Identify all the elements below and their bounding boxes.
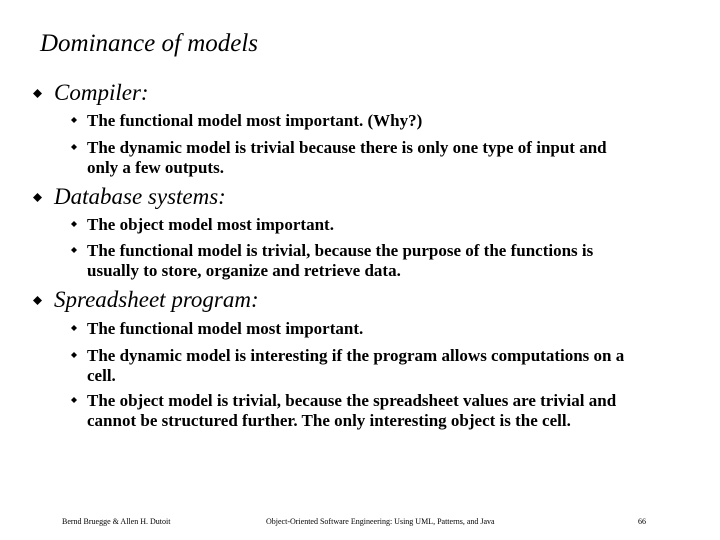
bullet-text: The object model is trivial, because the spreadsheet values are trivial and cannot be structured further. The only interesting object is the cell. [87,391,617,430]
diamond-bullet-icon [71,221,77,227]
bullet-item [71,241,631,280]
diamond-bullet-icon [33,193,42,202]
bullet-text: The functional model most important. [87,319,364,338]
diamond-bullet-icon [33,296,42,305]
bullet-text: The object model most important. [87,215,334,234]
bullet-item [71,319,631,339]
bullet-item [71,346,631,385]
bullet-item [71,215,631,235]
bullet-item [71,391,631,430]
section-heading: Database systems: [54,184,226,209]
bullet-text: The dynamic model is interesting if the program allows computations on a cell. [87,346,625,385]
bullet-text: The functional model is trivial, because the purpose of the functions is usually to store, organize and retrieve data. [87,241,594,280]
bullet-item [71,111,631,131]
diamond-bullet-icon [71,397,77,403]
bullet-text: The dynamic model is trivial because there is only one type of input and only a few outputs. [87,138,607,177]
footer-authors: Bernd Bruegge & Allen H. Dutoit [62,517,171,526]
section-heading: Spreadsheet program: [54,287,259,312]
diamond-bullet-icon [71,325,77,331]
bullet-item [71,138,631,177]
slide-title: Dominance of models [40,30,259,57]
diamond-bullet-icon [33,89,42,98]
footer-page-number: 66 [638,517,646,526]
diamond-bullet-icon [71,247,77,253]
section-heading: Compiler: [54,80,149,105]
diamond-bullet-icon [71,352,77,358]
footer-book-title: Object-Oriented Software Engineering: Using UML, Patterns, and Java [266,517,495,526]
diamond-bullet-icon [71,117,77,123]
bullet-text: The functional model most important. (Why?) [87,111,423,130]
diamond-bullet-icon [71,144,77,150]
